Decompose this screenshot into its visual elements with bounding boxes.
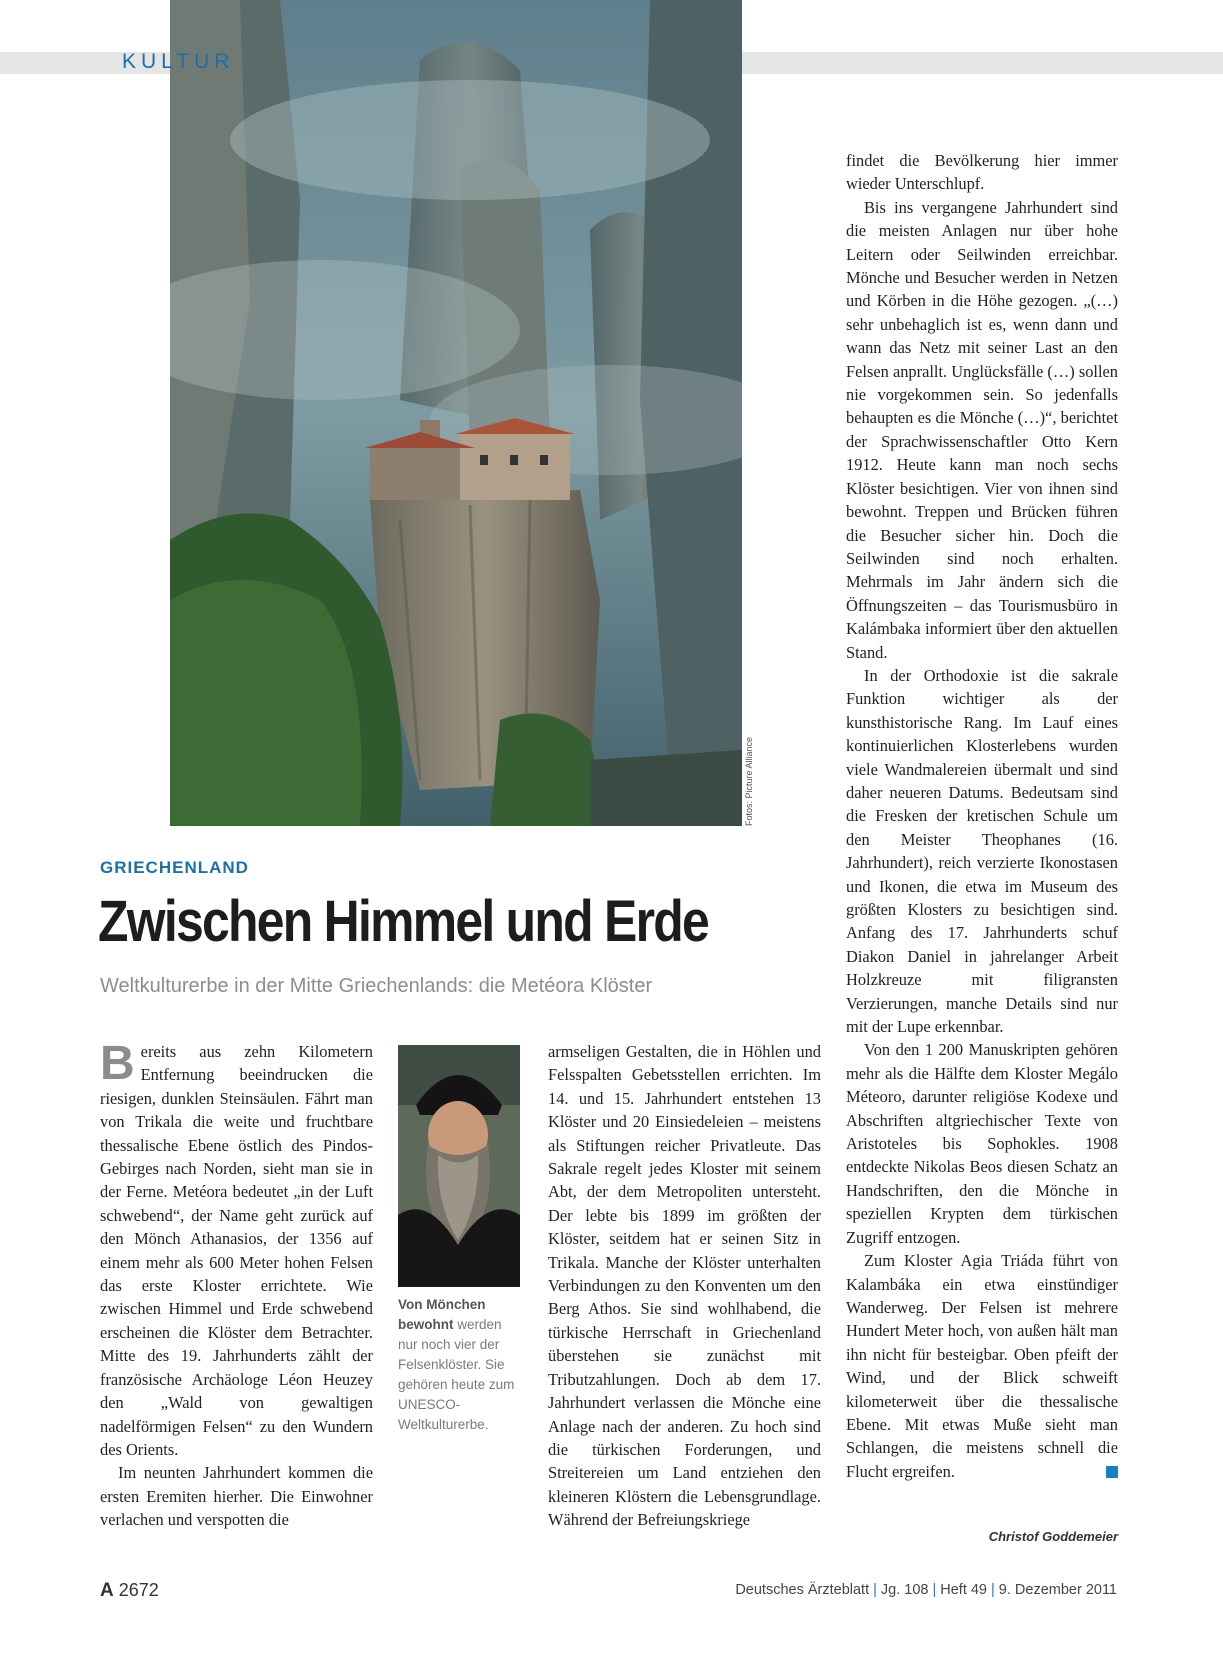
journal-issue: Heft 49 [940, 1582, 987, 1598]
article-column-3 [548, 1040, 821, 1532]
page-number-value: 2672 [118, 1580, 159, 1600]
article-author: Christof Goddemeier [988, 1529, 1118, 1544]
meteora-illustration [170, 0, 742, 826]
article-subtitle: Weltkulturerbe in der Mitte Griechenlands: die Metéora Klöster [100, 975, 653, 997]
paragraph [846, 1249, 1118, 1483]
drop-cap: B [100, 1037, 135, 1090]
paragraph: Im neunten Jahrhundert kommen die ersten Eremiten hierher. Die Einwohner verlachen und verspotten die [100, 1463, 373, 1530]
paragraph: Bis ins vergangene Jahrhundert sind die meisten Anlagen nur über hohe Leitern oder Seilwinden erreichbar. Mönche und Besucher werden in Netzen und Körben in die Höhe gezogen. „(…) sehr unbehaglich ist es, wenn dann und wann das Netz mit seiner Last an den Felsen anprallt. Unglücksfälle (…) sollen nie vorgekommen sein. So jedenfalls behaupten es die Mönche (…)“, berichtet der Sprachwissenschaftler Otto Kern 1912. Heute kann man noch sechs Klöster besichtigen. Vier von ihnen sind bewohnt. Treppen und Brücken führen die Besucher sicher hin. Doch die Seilwinden sind noch erhalten. Mehrmals im Jahr ändern sich die Öffnungszeiten – das Tourismusbüro in Kalámbaka informiert über den aktuellen Stand. [846, 197, 1118, 662]
monk-portrait-illustration [398, 1045, 520, 1287]
paragraph: Von den 1 200 Manuskripten gehören mehr als die Hälfte dem Kloster Megálo Méteoro, darunter religiöse Kodexe und Abschriften altgriechischer Texte von Aristoteles bis Sophokles. 1908 entdeckte Nikolas Beos diesen Schatz an Handschriften, den die Mönche in speziellen Krypten dem türkischen Zugriff entzogen. [846, 1040, 1118, 1247]
hero-photo-meteora [170, 0, 742, 826]
caption-text: werden nur noch vier der Felsenklöster. Sie gehören heute zum UNESCO-Weltkulturerbe. [398, 1317, 515, 1432]
paragraph: findet die Bevölkerung hier immer wieder Unterschlupf. [846, 151, 1118, 194]
footer-separator: | [932, 1582, 937, 1598]
journal-name: Deutsches Ärzteblatt [735, 1582, 870, 1598]
paragraph [100, 1037, 373, 1461]
journal-volume: Jg. 108 [880, 1582, 929, 1598]
photo-caption [398, 1295, 520, 1435]
section-label: KULTUR [122, 50, 235, 73]
footer-separator: | [873, 1582, 877, 1598]
header-band-right [742, 52, 1223, 74]
paragraph-text: ereits aus zehn Kilometern Entfernung beeindrucken die riesigen, dunklen Steinsäulen. Fährt man von Trikala die weite und fruchtbare thessalische Ebene östlich des Pindos-Gebirges nach Norden, sieht man sie in der Ferne. Metéora bedeutet „in der Luft schwebend“, der Name geht zurück auf den Mönch Athanasios, der 1356 auf einem mehr als 600 Meter hohen Felsen das erste Kloster errichtete. Wie zwischen Himmel und Erde schwebend erscheinen die Klöster dem Betrachter. Mitte des 19. Jahrhunderts zählt der französische Archäologe Léon Heuzey den „Wald von gewaltigen nadelförmigen Felsen“ zu den Wundern des Orients. [100, 1042, 373, 1459]
photo-credit: Fotos: Picture Alliance [744, 736, 754, 826]
page-number [100, 1580, 159, 1602]
page-prefix: A [100, 1580, 114, 1601]
article-title: Zwischen Himmel und Erde [98, 889, 709, 954]
journal-date: 9. Dezember 2011 [998, 1582, 1117, 1598]
article-kicker: GRIECHENLAND [100, 858, 249, 877]
article-column-1 [100, 1037, 373, 1532]
paragraph-text: Zum Kloster Agia Triáda führt von Kalambáka ein etwa einstündiger Wanderweg. Der Felsen ist mehrere Hundert Meter hoch, von außen hält man ihn nicht für besteigbar. Oben pfeift der Wind, und der Blick schweift kilometerweit über die thessalische Ebene. Mit etwas Muße sieht man Schlangen, die meistens schnell die Flucht ergreifen. [846, 1251, 1118, 1481]
article-column-4 [846, 149, 1118, 1483]
journal-footer [735, 1582, 1117, 1598]
article-end-mark [1106, 1466, 1118, 1478]
footer-separator: | [991, 1582, 995, 1598]
paragraph: armseligen Gestalten, die in Höhlen und Felsspalten Gebetsstellen errichten. Im 14. und 15. Jahrhundert entstehen 13 Klöster und 20 Einsiedeleien – meistens als Stiftungen reicher Privatleute. Das Sakrale regelt jedes Kloster mit seinem Abt, der dem Metropoliten untersteht. Der lebte bis 1899 im größten der Klöster, seitdem hat er seinen Sitz in Trikala. Manche der Klöster unterhalten Verbindungen zu den Konventen um den Berg Athos. Sie sind wohlhabend, die türkische Herrschaft in Griechenland überstehen sie zunächst mit Tributzahlungen. Doch ab dem 17. Jahrhundert verlassen die Mönche eine Anlage nach der anderen. Zu hoch sind die türkischen Forderungen, und Streitereien um Land entziehen den kleineren Klöstern die Lebensgrundlage. Während der Befreiungskriege [548, 1042, 821, 1530]
paragraph: In der Orthodoxie ist die sakrale Funktion wichtiger als der kunsthistorische Rang. Im Lauf eines kontinuierlichen Klosterlebens wurden viele Wandmalereien übermalt und sind daher neueren Datums. Bedeutsam sind die Fresken der kretischen Schule um den Meister Theophanes (16. Jahrhundert), reich verzierte Ikonostasen und Ikonen, die etwa im Museum des größten Klosters zu besichtigen sind. Anfang des 17. Jahrhunderts schuf Diakon Daniel in jahrelanger Arbeit Holzkreuze mit filigransten Verzierungen, manche Details sind nur mit der Lupe erkennbar. [846, 665, 1118, 1037]
caption-bold: Von Mönchen bewohnt [398, 1297, 486, 1332]
monk-portrait-photo [398, 1045, 520, 1287]
